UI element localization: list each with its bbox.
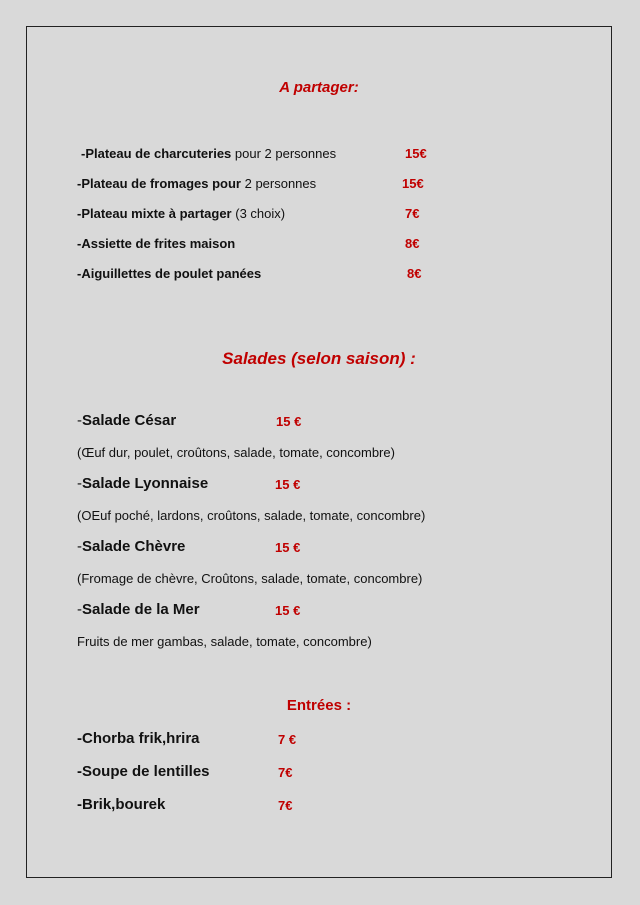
item-description: Fruits de mer gambas, salade, tomate, concombre) [77,634,372,649]
item-dash: - [77,412,82,429]
item-description: (Fromage de chèvre, Croûtons, salade, tomate, concombre) [77,571,423,586]
section-title-salades: Salades (selon saison) : [222,349,416,368]
item-name: Salade Chèvre [82,538,186,555]
menu-page [26,26,612,878]
item-name: -Assiette de frites maison [77,236,236,251]
item-name: -Aiguillettes de poulet panées [77,266,262,281]
item-detail: 2 personnes [240,176,317,191]
menu-item [77,475,208,492]
item-price: 8€ [407,266,422,281]
item-name: -Plateau de fromages pour [77,176,241,191]
menu-item: -Brik,bourek [77,796,166,813]
item-detail: (3 choix) [231,206,286,221]
item-name: Salade Lyonnaise [82,475,209,492]
item-price: 15€ [402,176,424,191]
menu-item [77,412,176,429]
menu-item [77,236,235,251]
item-price: 15 € [276,414,302,429]
item-price: 15 € [275,477,301,492]
menu-item: -Soupe de lentilles [77,763,210,780]
menu-item [77,601,200,618]
item-price: 15 € [275,603,301,618]
item-price: 7€ [278,798,293,813]
item-name: Salade de la Mer [82,601,200,618]
section-title-entrees: Entrées : [286,697,352,714]
item-dash: - [77,538,82,555]
item-price: 7€ [278,765,293,780]
menu-item [77,538,185,555]
item-price: 8€ [405,236,420,251]
menu-item: -Chorba frik,hrira [77,730,200,747]
menu-item [81,146,336,161]
item-price: 15 € [275,540,301,555]
item-price: 7 € [278,732,297,747]
section-title-partager: A partager: [279,79,359,96]
menu-item [77,176,316,191]
item-dash: - [77,475,82,492]
item-detail: pour 2 personnes [231,146,337,161]
item-description: (Œuf dur, poulet, croûtons, salade, tomate, concombre) [77,445,395,460]
menu-item [77,206,285,221]
item-name: -Plateau mixte à partager [77,206,232,221]
item-name: Salade César [82,412,177,429]
item-price: 15€ [405,146,427,161]
item-name: -Plateau de charcuteries [81,146,232,161]
item-description: (OEuf poché, lardons, croûtons, salade, tomate, concombre) [77,508,426,523]
item-price: 7€ [405,206,420,221]
menu-item [77,266,261,281]
item-dash: - [77,601,82,618]
